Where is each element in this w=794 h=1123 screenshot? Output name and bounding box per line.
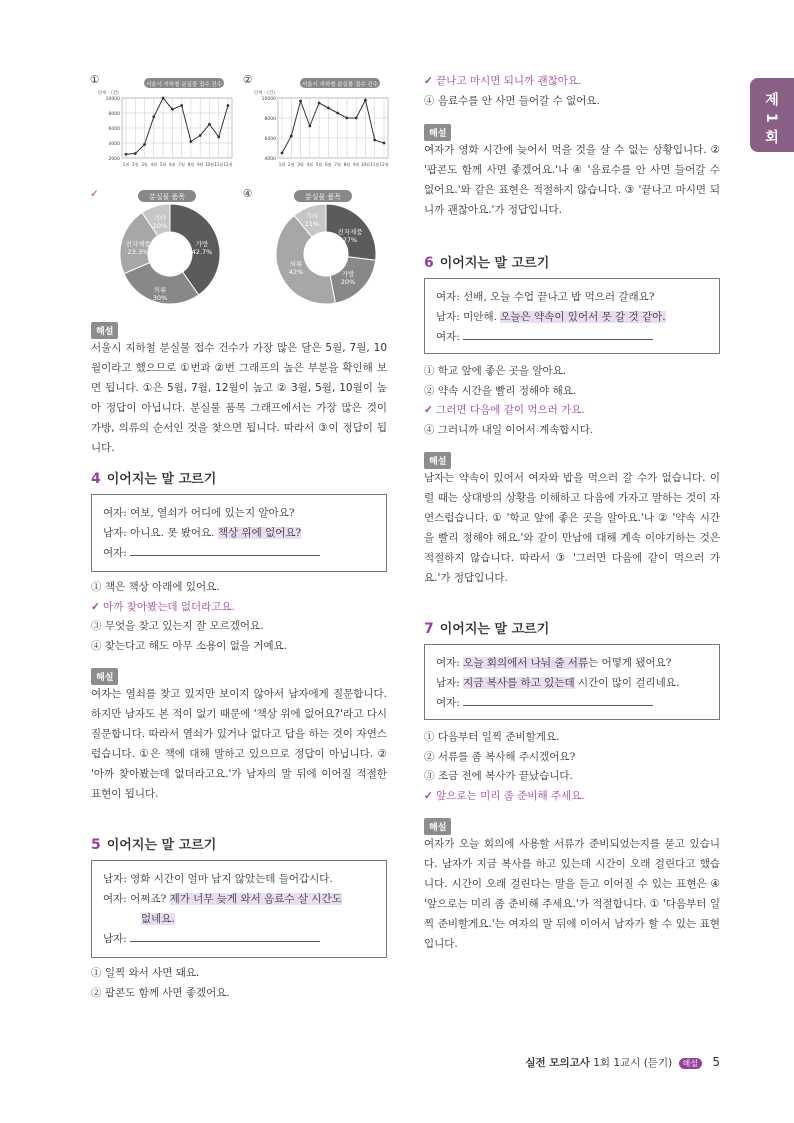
x-tick-label: 8월 — [343, 162, 351, 167]
slice-label: 가방 — [341, 270, 355, 278]
q5-line2 — [103, 889, 375, 909]
pie-chart-2 — [268, 188, 388, 310]
data-point — [227, 104, 230, 107]
slice-value: 23.3% — [127, 248, 149, 256]
q7-option-4-text: 앞으로는 미리 좀 준비해 주세요. — [436, 789, 585, 802]
x-tick-label: 7월 — [334, 162, 341, 167]
q5-option-3 — [424, 72, 720, 92]
q5-dialog-box — [91, 860, 387, 958]
data-point — [346, 117, 349, 120]
pie-chart-1 — [112, 188, 232, 310]
x-tick-label: 4월 — [306, 162, 314, 167]
q7-line1 — [436, 653, 708, 673]
q7-option-4 — [424, 787, 720, 807]
y-tick-label: 2000 — [108, 157, 120, 162]
data-point — [327, 107, 330, 110]
q5-explanation: 여자가 영화 시간에 늦어서 먹을 것을 살 수 없는 상황입니다. ② '팝콘도 함께 사면 좋겠어요.'나 ④ '음료수를 안 사면 들어갈 수 없어요.'와 같은 표현은 적절하지 않습니다. ③ '끝나고 마시면 되니까 괜찮아요.'가 정답입니다. — [424, 144, 720, 216]
q5-number: 5 — [91, 837, 101, 853]
slice-value: 27% — [342, 236, 358, 244]
q6-option-4: ④ 그러니까 내일 이어서 계속합시다. — [424, 423, 594, 436]
footer-title: 실전 모의고사 — [525, 1057, 590, 1069]
q4-option-4: ④ 찾는다고 해도 아무 소용이 없을 거예요. — [91, 639, 288, 652]
q5-option-1: ① 일찍 와서 사면 돼요. — [91, 967, 200, 979]
data-point — [318, 102, 321, 105]
data-point — [143, 143, 146, 146]
q4-number: 4 — [91, 471, 101, 487]
slice-label: 기타 — [153, 214, 167, 222]
round-tab — [750, 78, 794, 152]
data-point — [364, 99, 367, 102]
slice-label: 전자제품 — [337, 228, 363, 236]
x-tick-label: 9월 — [196, 162, 204, 167]
q6-line3 — [436, 327, 708, 347]
line-chart-2 — [252, 76, 392, 174]
option-2-marker: ② — [243, 74, 253, 86]
slice-label: 의류 — [153, 286, 167, 294]
q6-line2-text: 남자: 미안해. — [436, 311, 501, 323]
q4-option-1: ① 책은 책상 아래에 있어요. — [91, 581, 220, 593]
slice-value: 42% — [288, 268, 304, 276]
x-tick-label: 12월 — [379, 162, 389, 167]
q4-line3-speaker: 여자: — [103, 547, 127, 559]
data-point — [125, 153, 128, 156]
q7-option-3: ③ 조금 전에 복사가 끝났습니다. — [424, 770, 573, 782]
y-tick-label: 6000 — [108, 127, 120, 132]
answer-blank — [130, 544, 320, 556]
data-point — [373, 139, 376, 142]
x-tick-label: 2월 — [288, 162, 295, 167]
q4-line2-highlight: 책상 위에 없어요? — [217, 527, 302, 539]
data-point — [180, 104, 183, 107]
x-tick-label: 12월 — [223, 162, 233, 167]
q7-line3 — [436, 693, 708, 713]
q5-option-4: ④ 음료수를 안 사면 들어갈 수 없어요. — [424, 94, 600, 107]
q5-line2-cont — [103, 909, 375, 929]
y-tick-label: 6000 — [264, 137, 276, 142]
q7-title-text: 이어지는 말 고르기 — [439, 622, 550, 637]
q7-line2-highlight: 지금 복사를 하고 있는데 — [463, 677, 575, 689]
q6-explanation-badge: 해설 — [424, 452, 451, 469]
q7-line2-speaker: 남자: — [436, 677, 464, 689]
slice-value: 11% — [304, 220, 320, 228]
q6-dialog-box — [424, 278, 720, 354]
q6-option-2: ② 약속 시간을 빨리 정해야 해요. — [424, 384, 577, 397]
pie-title: 분실물 품목 — [304, 193, 342, 201]
data-line — [282, 100, 384, 153]
q5-line3-speaker: 남자: — [103, 933, 127, 945]
chart-title: 서울시 지하철 분실물 접수 건수 — [145, 82, 223, 88]
x-tick-label: 1월 — [278, 162, 286, 167]
q4-dialog-box — [91, 494, 387, 572]
q4-line2 — [103, 523, 375, 543]
data-point — [281, 152, 284, 155]
slice-label: 가방 — [195, 240, 209, 248]
slice-value: 30% — [152, 294, 168, 302]
y-tick-label: 10000 — [261, 97, 276, 102]
q5-line1: 남자: 영화 시간이 얼마 남지 않았는데 들어갑시다. — [103, 873, 333, 885]
data-point — [134, 152, 137, 155]
q4-line2-text: 남자: 아니요. 못 봤어요. — [103, 527, 218, 539]
q5-option-3-text: 끝나고 마시면 되니까 괜찮아요. — [436, 75, 582, 87]
q5-options-right — [424, 72, 720, 111]
data-point — [290, 135, 293, 138]
q7-line2-rest: 시간이 많이 걸리네요. — [574, 677, 680, 689]
data-point — [336, 112, 339, 115]
answer-blank — [463, 694, 653, 706]
y-tick-label: 8000 — [108, 112, 120, 117]
x-tick-label: 7월 — [178, 162, 185, 167]
q6-line3-speaker: 여자: — [436, 331, 460, 343]
q7-title — [424, 618, 549, 637]
data-point — [383, 142, 386, 145]
x-tick-label: 4월 — [150, 162, 158, 167]
x-tick-label: 2월 — [132, 162, 139, 167]
q4-options — [91, 578, 387, 656]
answer-blank — [130, 930, 320, 942]
data-point — [199, 134, 202, 137]
q6-option-3 — [424, 401, 720, 421]
answer-blank — [463, 328, 653, 340]
q6-title-text: 이어지는 말 고르기 — [439, 256, 550, 271]
data-point — [299, 100, 302, 103]
q4-line3 — [103, 543, 375, 563]
data-point — [162, 97, 165, 100]
x-tick-label: 11월 — [214, 162, 224, 167]
y-tick-label: 8000 — [264, 117, 276, 122]
page-number: 5 — [712, 1055, 720, 1069]
slice-label: 전자제품 — [125, 240, 151, 248]
slice-value: 20% — [340, 278, 356, 286]
slice-label: 의류 — [289, 260, 303, 268]
q4-title-text: 이어지는 말 고르기 — [106, 472, 217, 487]
q6-line2-highlight: 오늘은 약속이 있어서 못 갈 것 같아. — [500, 311, 666, 323]
q4-title — [91, 468, 216, 487]
unit-label: 단위 : (건) — [254, 91, 275, 96]
data-point — [355, 117, 358, 120]
data-point — [217, 136, 220, 139]
q4-option-3: ③ 무엇을 찾고 있는지 잘 모르겠어요. — [91, 620, 264, 632]
round-tab-label: 제 1 회 — [763, 92, 779, 145]
x-tick-label: 10월 — [204, 162, 214, 167]
y-tick-label: 10000 — [105, 97, 120, 102]
check-icon: ✓ — [424, 75, 433, 87]
q5-option-2: ② 팝콘도 함께 사면 좋겠어요. — [91, 986, 230, 999]
q5-line2-highlight-2: 없네요. — [141, 913, 175, 925]
data-point — [152, 115, 155, 118]
option-4-marker: ④ — [243, 188, 253, 200]
x-tick-label: 3월 — [141, 162, 148, 167]
pie-title: 분실물 품목 — [148, 193, 186, 201]
q3-explanation: 서울시 지하철 분실물 접수 건수가 가장 많은 달은 5월, 7월, 10월이라고 했으므로 ①번과 ②번 그래프의 높은 부분을 확인해 보면 됩니다. ①은 5월, 7월, 12월이 높고 ② 3월, 5월, 10월이 높아 정답이 아닙니다. 분실물 품목 그래프에서는 가장 많은 것이 가방, 의류의 순서인 것을 찾으면 됩니다. 따라서 ③이 정답이 됩니다. — [91, 342, 387, 454]
q4-explanation: 여자는 열쇠를 찾고 있지만 보이지 않아서 남자에게 질문합니다. 하지만 남자도 본 적이 없기 때문에 '책상 위에 없어요?'라고 다시 질문합니다. 따라서 열쇠가 있거나 없다고 답을 하는 것이 자연스럽습니다. ①은 책에 대해 말하고 있으므로 정답이 아닙니다. ② '아까 찾아봤는데 없더라고요.'가 남자의 말 뒤에 이어질 적절한 표현이 됩니다. — [91, 688, 387, 800]
q7-option-1: ① 다음부터 일찍 준비할게요. — [424, 731, 560, 743]
x-tick-label: 9월 — [352, 162, 360, 167]
chart-title: 서울시 지하철 분실물 접수 건수 — [301, 82, 379, 88]
q4-line1: 여자: 여보, 열쇠가 어디에 있는지 알아요? — [103, 507, 295, 519]
q4-option-2-text: 아까 찾아봤는데 없더라고요. — [103, 600, 235, 613]
q7-option-2: ② 서류를 좀 복사해 주시겠어요? — [424, 750, 576, 763]
q6-explanation: 남자는 약속이 있어서 여자와 밥을 먹으러 갈 수가 없습니다. 이럴 때는 상대방의 상황을 이해하고 다음에 가자고 말하는 것이 자연스럽습니다. ① '학교 앞에 좋은 곳을 알아요.'나 ② '약속 시간을 빨리 정해야 해요.'와 같이 만남에 대해 계속 이야기하는 것은 적절하지 않습니다. 따라서 ③ '그러면 다음에 같이 먹으러 가요.'가 정답입니다. — [424, 472, 720, 584]
option-3-check-icon: ✓ — [90, 188, 99, 200]
slice-value: 10% — [152, 222, 168, 230]
q4-explanation-badge: 해설 — [91, 668, 118, 685]
unit-label: 단위 : (건) — [98, 91, 119, 96]
q7-line1-speaker: 여자: — [436, 657, 464, 669]
slice-label: 기타 — [305, 212, 319, 220]
check-icon: ✓ — [424, 789, 433, 802]
x-tick-label: 6월 — [169, 162, 176, 167]
q7-dialog-box — [424, 644, 720, 720]
data-point — [171, 108, 174, 111]
x-tick-label: 5월 — [315, 162, 323, 167]
page-footer — [525, 1055, 720, 1070]
q7-line1-rest: 는 어떻게 됐어요? — [588, 657, 672, 669]
q6-line2 — [436, 307, 708, 327]
q5-explanation-badge: 해설 — [424, 124, 451, 141]
q7-explanation-badge: 해설 — [424, 818, 451, 835]
check-icon: ✓ — [91, 600, 100, 613]
q5-line3 — [103, 929, 375, 949]
y-tick-label: 4000 — [264, 157, 276, 162]
x-tick-label: 5월 — [159, 162, 167, 167]
data-line — [126, 98, 228, 154]
x-tick-label: 3월 — [297, 162, 304, 167]
data-point — [190, 140, 193, 143]
q6-options — [424, 362, 720, 440]
q5-line2-text: 여자: 어쩌죠? — [103, 893, 170, 905]
q5-options-left — [91, 964, 387, 1003]
q5-line2-highlight: 제가 너무 늦게 와서 음료수 살 시간도 — [169, 893, 342, 905]
footer-pill: 해설 — [679, 1058, 702, 1069]
q7-options — [424, 728, 720, 806]
option-1-marker: ① — [90, 74, 100, 86]
data-point — [308, 125, 311, 128]
x-tick-label: 1월 — [122, 162, 130, 167]
q5-title — [91, 834, 216, 853]
q7-number: 7 — [424, 621, 434, 637]
footer-sub: 1회 1교시 (듣기) — [593, 1057, 673, 1069]
q6-option-1: ① 학교 앞에 좋은 곳을 알아요. — [424, 365, 567, 377]
explanation-badge: 해설 — [91, 322, 118, 339]
slice-value: 42.7% — [191, 248, 213, 256]
q6-line1: 여자: 선배, 오늘 수업 끝나고 밥 먹으러 갈래요? — [436, 291, 655, 303]
q5-title-text: 이어지는 말 고르기 — [106, 838, 217, 853]
q6-option-3-text: 그러면 다음에 같이 먹으러 가요. — [436, 404, 585, 416]
q7-line1-highlight: 오늘 회의에서 나눠 줄 서류 — [463, 657, 589, 669]
data-point — [208, 123, 211, 126]
check-icon: ✓ — [424, 404, 433, 416]
x-tick-label: 10월 — [360, 162, 370, 167]
x-tick-label: 8월 — [187, 162, 195, 167]
q7-line3-speaker: 여자: — [436, 697, 460, 709]
line-chart-1 — [96, 76, 236, 174]
q6-number: 6 — [424, 255, 434, 271]
q7-explanation: 여자가 오늘 회의에 사용할 서류가 준비되었는지를 묻고 있습니다. 남자가 지금 복사를 하고 있는데 시간이 오래 걸린다고 했습니다. 시간이 오래 걸린다는 말을 듣고 이어질 수 있는 표현은 ④ '앞으로는 미리 좀 준비해 주세요.'가 적절합니다. ① '다음부터 일찍 준비할게요.'는 여자의 말 뒤에 이어서 남자가 할 수 있는 표현입니다. — [424, 838, 720, 950]
x-tick-label: 6월 — [325, 162, 332, 167]
y-tick-label: 4000 — [108, 142, 120, 147]
x-tick-label: 11월 — [370, 162, 380, 167]
q7-line2 — [436, 673, 708, 693]
q6-title — [424, 252, 549, 271]
q4-option-2 — [91, 598, 387, 618]
